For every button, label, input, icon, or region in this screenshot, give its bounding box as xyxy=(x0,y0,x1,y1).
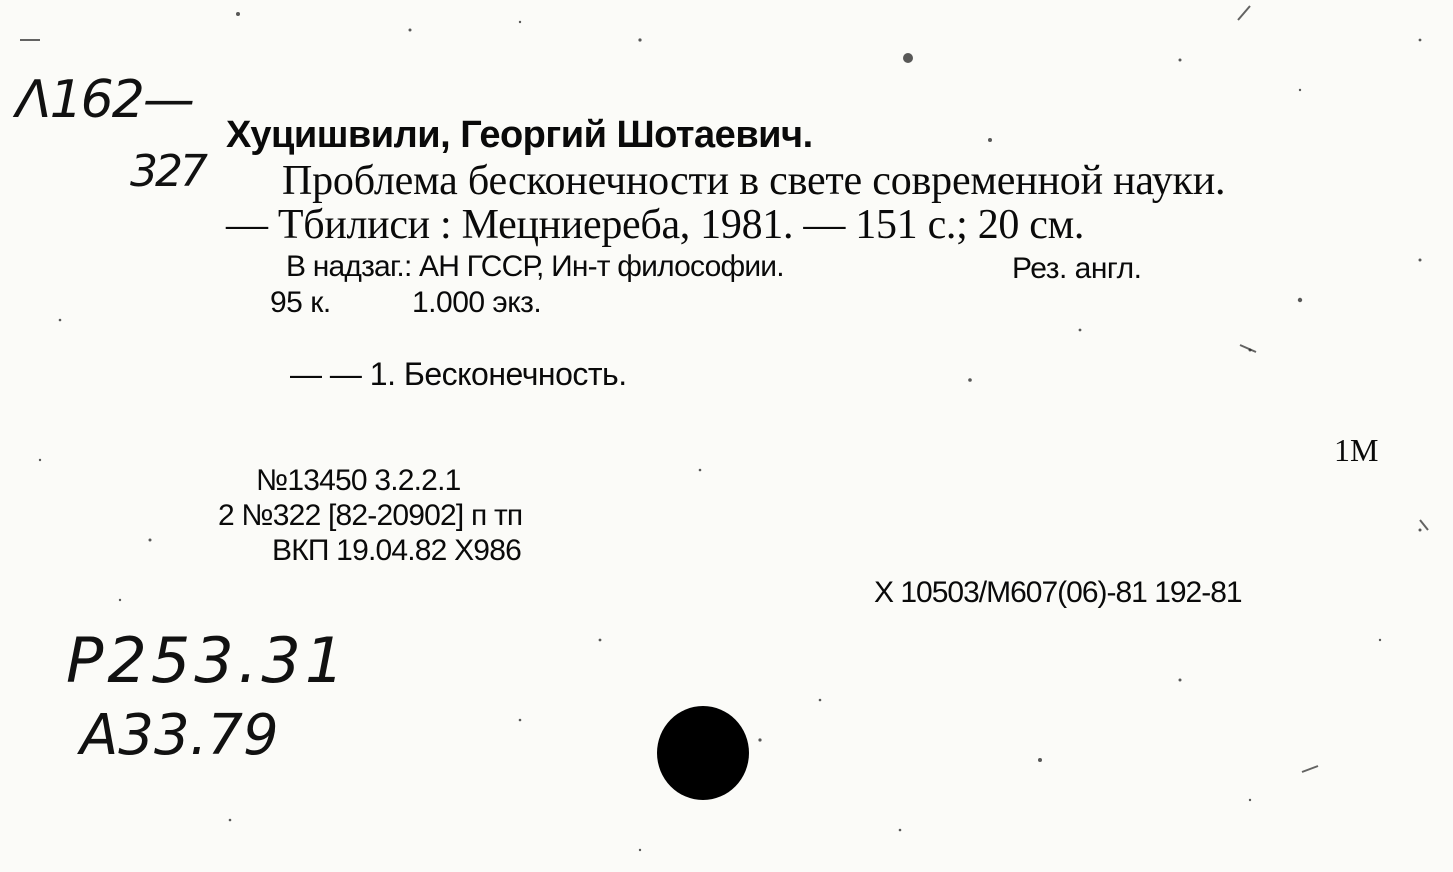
author-heading: Хуцишвили, Георгий Шотаевич. xyxy=(226,114,813,156)
summary-note: Рез. англ. xyxy=(1012,252,1142,285)
card-punch-hole xyxy=(657,706,749,800)
book-title: Проблема бесконечности в свете современной науки. xyxy=(282,158,1226,204)
copies: 1.000 экз. xyxy=(412,286,542,319)
imprint: — Тбилиси : Мецниереба, 1981. — 151 с.; 20 см. xyxy=(226,202,1085,248)
subject-tracing: — — 1. Бесконечность. xyxy=(290,356,627,392)
shelf-mark-line1: Λ162— xyxy=(16,70,193,130)
handwritten-class-line2: А33.79 xyxy=(80,703,279,768)
tech-line-2: 2 №322 [82-20902] п тп xyxy=(218,499,523,532)
index-line: Х 10503/М607(06)-81 192-81 xyxy=(874,576,1242,609)
handwritten-class-line1: Р253.31 xyxy=(66,624,349,697)
code-right: 1М xyxy=(1334,432,1379,468)
price: 95 к. xyxy=(270,286,331,319)
tech-line-3: ВКП 19.04.82 Х986 xyxy=(272,534,521,567)
shelf-mark-line2: 327 xyxy=(130,146,205,197)
tech-line-1: №13450 3.2.2.1 xyxy=(256,464,461,497)
note-line: В надзаг.: АН ГССР, Ин-т философии. xyxy=(286,250,784,283)
